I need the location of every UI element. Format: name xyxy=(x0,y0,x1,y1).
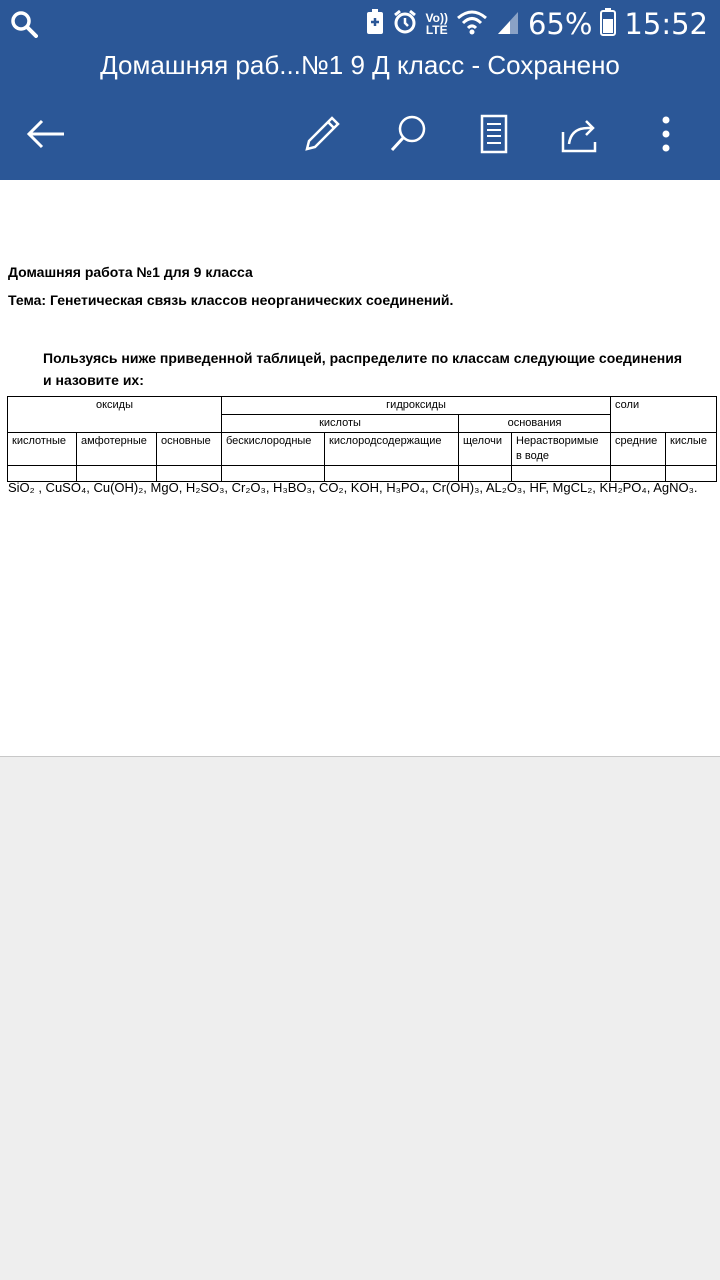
document-topic: Тема: Генетическая связь классов неорганических соединений. xyxy=(8,292,454,308)
col-insoluble: Нерастворимые в воде xyxy=(512,433,611,466)
battery-saver-icon xyxy=(366,9,384,40)
reading-view-icon xyxy=(479,114,509,154)
share-icon xyxy=(560,114,600,154)
volte-label: Vo)) xyxy=(425,11,448,25)
more-vert-icon xyxy=(661,114,671,154)
lte-label: LTE xyxy=(425,23,448,37)
header-acids: кислоты xyxy=(222,415,459,433)
col-basic: основные xyxy=(157,433,222,466)
classification-table xyxy=(7,396,717,482)
status-search-icon[interactable] xyxy=(10,10,38,43)
col-normal-salts: средние xyxy=(611,433,666,466)
col-amphoteric: амфотерные xyxy=(77,433,157,466)
alarm-icon xyxy=(392,9,418,40)
col-acid-salts: кислые xyxy=(666,433,717,466)
signal-icon xyxy=(496,9,520,40)
battery-percent: 65% xyxy=(527,7,593,41)
status-indicators xyxy=(366,6,708,42)
status-bar xyxy=(0,0,720,48)
col-oxygen-containing: кислородсодержащие xyxy=(325,433,459,466)
clock-time: 15:52 xyxy=(624,7,708,41)
compounds-list: SiO₂ , CuSO₄, Cu(OH)₂, MgO, H₂SO₃, Cr₂O₃, H₃BO₃, CO₂, KOH, H₃PO₄, Cr(OH)₃, AL₂O₃, HF, MgCL₂, KH₂PO₄, AgNO₃. xyxy=(8,480,698,495)
table-row xyxy=(8,433,717,466)
more-options-button[interactable] xyxy=(640,108,692,160)
share-button[interactable] xyxy=(554,108,606,160)
header-bases: основания xyxy=(459,415,611,433)
document-title: Домашняя раб...№1 9 Д класс - Сохранено xyxy=(100,50,620,80)
instruction-text: Пользуясь ниже приведенной таблицей, распределите по классам следующие соединения и назовите их: xyxy=(43,350,683,388)
volte-indicator xyxy=(426,12,448,36)
header-oxides: оксиды xyxy=(8,397,222,433)
back-arrow-icon xyxy=(26,118,66,150)
table-row xyxy=(8,397,717,415)
find-button[interactable] xyxy=(382,108,434,160)
app-bar xyxy=(0,0,720,180)
battery-icon xyxy=(600,8,616,41)
col-acidic: кислотные xyxy=(8,433,77,466)
wifi-icon xyxy=(456,9,488,40)
edit-button[interactable] xyxy=(296,108,348,160)
header-hydroxides: гидроксиды xyxy=(222,397,611,415)
pencil-icon xyxy=(302,114,342,154)
col-alkalis: щелочи xyxy=(459,433,512,466)
document-page[interactable] xyxy=(0,180,720,757)
header-salts: соли xyxy=(611,397,717,433)
back-button[interactable] xyxy=(20,108,72,160)
col-oxygen-free: бескислородные xyxy=(222,433,325,466)
document-heading: Домашняя работа №1 для 9 класса xyxy=(8,264,253,280)
reading-view-button[interactable] xyxy=(468,108,520,160)
search-icon xyxy=(388,114,428,154)
